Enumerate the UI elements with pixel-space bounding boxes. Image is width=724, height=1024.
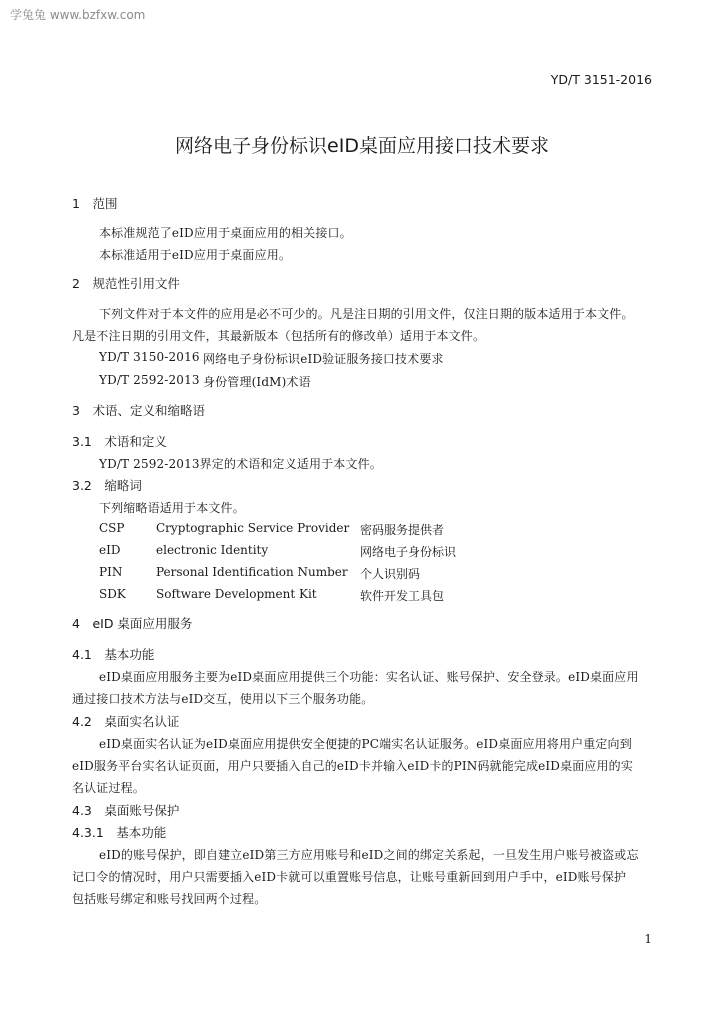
- abbr-row-4-english: Software Development Kit: [156, 587, 317, 601]
- watermark-text: 学兔兔 www.bzfxw.com: [10, 8, 146, 22]
- abbr-row-1-english: Cryptographic Service Provider: [156, 521, 350, 535]
- reference-2-name: 身份管理(IdM)术语: [203, 375, 311, 389]
- section-4-3-1-line-2: 记口令的情况时，用户只需要插入eID卡就可以重置账号信息，让账号重新回到用户手中，eID账号保护: [72, 870, 627, 884]
- section-3-2-paragraph: 下列缩略语适用于本文件。: [99, 501, 245, 515]
- section-2-paragraph-line-1: 下列文件对于本文件的应用是必不可少的。凡是注日期的引用文件，仅注日期的版本适用于本文件。: [99, 307, 634, 321]
- document-title: 网络电子身份标识eID桌面应用接口技术要求: [175, 135, 549, 157]
- section-3-heading: 3 术语、定义和缩略语: [72, 403, 205, 418]
- abbr-row-2-abbr: eID: [99, 543, 121, 557]
- section-4-2-line-3: 名认证过程。: [72, 781, 145, 795]
- page-number: 1: [644, 932, 652, 946]
- abbr-row-2-chinese: 网络电子身份标识: [360, 545, 457, 559]
- section-4-2-heading: 4.2 桌面实名认证: [72, 714, 180, 729]
- section-2-heading: 2 规范性引用文件: [72, 276, 180, 291]
- abbr-row-4-abbr: SDK: [99, 587, 126, 601]
- reference-1-code: YD/T 3150-2016: [99, 350, 200, 364]
- section-4-2-line-2: eID服务平台实名认证页面，用户只要插入自己的eID卡并输入eID卡的PIN码就能完成eID桌面应用的实: [72, 759, 633, 773]
- section-3-2-heading: 3.2 缩略词: [72, 478, 142, 493]
- section-4-3-1-line-1: eID的账号保护，即自建立eID第三方应用账号和eID之间的绑定关系起，一旦发生用户账号被盗或忘: [99, 848, 639, 862]
- abbr-row-1-chinese: 密码服务提供者: [360, 523, 445, 537]
- section-1-paragraph-2: 本标准适用于eID应用于桌面应用。: [99, 248, 292, 262]
- reference-1-name: 网络电子身份标识eID验证服务接口技术要求: [203, 352, 444, 366]
- abbr-row-4-chinese: 软件开发工具包: [360, 589, 445, 603]
- section-4-1-line-1: eID桌面应用服务主要为eID桌面应用提供三个功能：实名认证、账号保护、安全登录。eID桌面应用: [99, 670, 639, 684]
- section-4-3-1-heading: 4.3.1 基本功能: [72, 825, 167, 840]
- section-4-3-1-line-3: 包括账号绑定和账号找回两个过程。: [72, 892, 267, 906]
- abbr-row-3-abbr: PIN: [99, 565, 123, 579]
- section-4-2-line-1: eID桌面实名认证为eID桌面应用提供安全便捷的PC端实名认证服务。eID桌面应用将用户重定向到: [99, 737, 632, 751]
- section-1-paragraph-1: 本标准规范了eID应用于桌面应用的相关接口。: [99, 226, 352, 240]
- section-4-1-line-2: 通过接口技术方法与eID交互，使用以下三个服务功能。: [72, 692, 374, 706]
- standard-number: YD/T 3151-2016: [550, 72, 652, 87]
- reference-2-code: YD/T 2592-2013: [99, 373, 200, 387]
- section-3-1-paragraph: YD/T 2592-2013界定的术语和定义适用于本文件。: [99, 457, 382, 471]
- abbr-row-2-english: electronic Identity: [156, 543, 269, 557]
- abbr-row-1-abbr: CSP: [99, 521, 125, 535]
- section-4-1-heading: 4.1 基本功能: [72, 647, 155, 662]
- section-4-3-heading: 4.3 桌面账号保护: [72, 803, 180, 818]
- abbr-row-3-chinese: 个人识别码: [360, 567, 421, 581]
- section-4-heading: 4 eID 桌面应用服务: [72, 616, 193, 631]
- section-2-paragraph-line-2: 凡是不注日期的引用文件，其最新版本（包括所有的修改单）适用于本文件。: [72, 329, 486, 343]
- section-3-1-heading: 3.1 术语和定义: [72, 434, 167, 449]
- section-1-heading: 1 范围: [72, 196, 118, 211]
- abbr-row-3-english: Personal Identification Number: [156, 565, 348, 579]
